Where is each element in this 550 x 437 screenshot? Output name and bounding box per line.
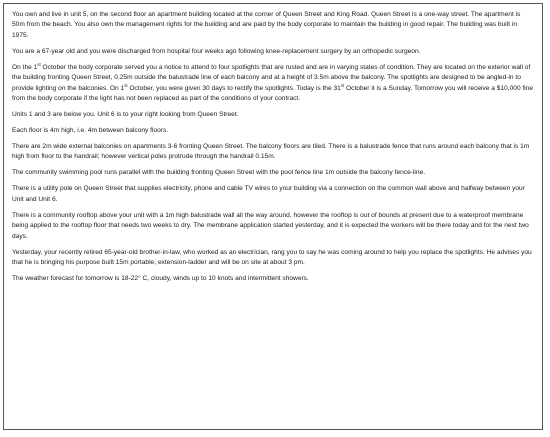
paragraph-surgery: You are a 67-year old and you were discharged from hospital four weeks ago following knee-replacement surgery by an orthopedic surgeon. xyxy=(12,47,421,55)
paragraph-swimming-pool: The community swimming pool runs parallel with the building fronting Queen Street with the pool fence line 1m outside the balcony fence-line. xyxy=(12,169,426,177)
document-frame xyxy=(3,3,543,430)
paragraph-units: Units 1 and 3 are below you. Unit 6 is to your right looking from Queen Street. xyxy=(12,111,239,119)
paragraph-weather: The weather forecast for tomorrow is 18-22° C, cloudy, winds up to 10 knots and intermittent showers. xyxy=(12,275,309,283)
ordinal-suffix: st xyxy=(37,61,41,67)
ordinal-suffix: st xyxy=(124,82,128,88)
paragraph-apartment: You own and live in unit 5, on the second floor an apartment building located at the corner of Queen Street and King Road. Queen Street is a one-way street. The apartment is 50m from the beach. You also own the management rights for the building and are paid by the body corporate to maintain the building in good repair. The building was built in 1975. xyxy=(12,11,521,39)
paragraph-spotlights-notice: On the 1st October the body corporate served you a notice to attend to four spotlights that are rusted and are in varying states of condition. They are located on the exterior wall of the building fronting Queen Street, 0.25m outside the balustrade line of each balcony and at a height of 3.5m above the balcony. The spotlights are designed to be angled-in to provide lighting on the balconies. On 1st October, you were given 30 days to rectify the spotlights. Today is the 31st October it is a Sunday. Tomorrow you will receive a $10,000 fine from the body corporate if the light has not been replaced as part of the conditions of your contract. xyxy=(12,61,534,103)
paragraph-rooftop: There is a community rooftop above your unit with a 1m high balustrade wall all the way around, however the rooftop is out of bounds at present due to a waterproof membrane being applied to the rooftop floor that needs two weeks to dry. The membrane application started yesterday, and it is expected the workers will be there today and for the next two days. xyxy=(12,211,529,240)
paragraph-utility-pole: There is a utility pole on Queen Street that supplies electricity, phone and cable TV wires to your building via a connection on the common wall above and halfway between your Unit and Unit 6. xyxy=(12,185,525,203)
paragraph-balconies: There are 2m wide external balconies on apartments 3-6 fronting Queen Street. The balcony floors are tiled. There is a balustrade fence that runs around each balcony that is 1m high from floor to the handrail; however vertical poles protrude through the handrail 0.15m. xyxy=(12,143,530,161)
paragraph-brother-in-law: Yesterday, your recently retired 65-year-old brother-in-law, who worked as an electrician, rang you to say he was coming around to help you replace the spotlights. He advises you that he is bringing his purpose built 15m portable, extension-ladder and will be on site at about 3 pm. xyxy=(12,248,532,267)
ordinal-suffix: st xyxy=(340,82,345,88)
paragraph-floor-height: Each floor is 4m high, i.e. 4m between balcony floors. xyxy=(12,127,169,135)
